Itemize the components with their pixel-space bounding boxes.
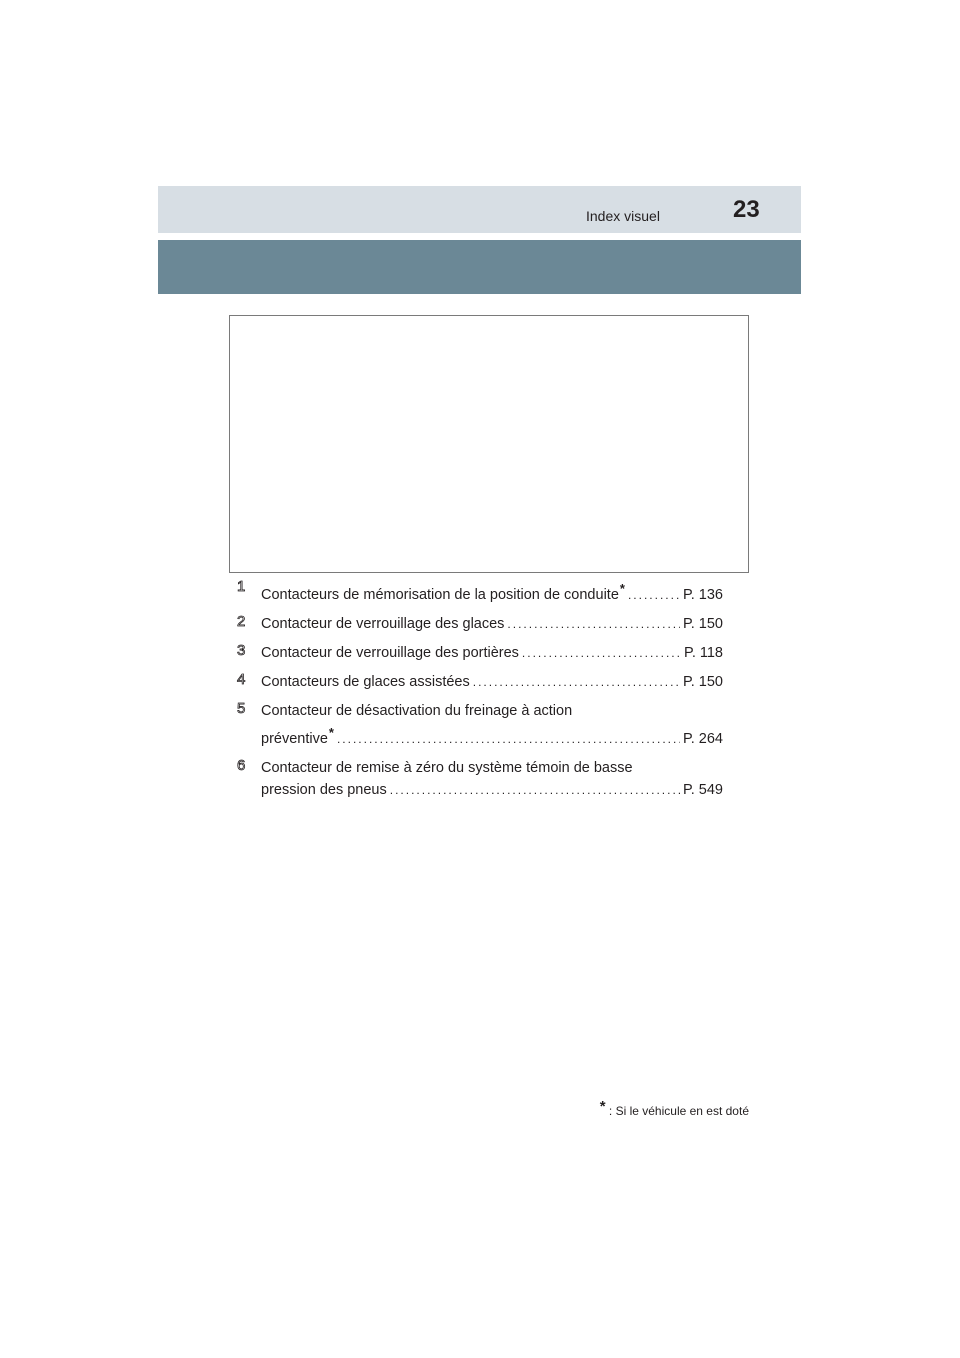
page-reference[interactable]: P. 150 [682,616,723,632]
list-item [237,642,723,664]
section-title: Index visuel [586,208,660,224]
leader-dots [473,671,680,693]
item-number: 3 [237,642,246,659]
item-label: préventive* [261,725,334,747]
illustration-frame [229,315,749,573]
item-number: 6 [237,757,246,774]
list-item [237,700,723,750]
switch-list [237,578,723,808]
asterisk-icon: * [619,581,625,596]
leader-dots [522,642,681,664]
page-reference[interactable]: P. 549 [682,782,723,798]
leader-dots [390,779,680,801]
list-item [237,613,723,635]
list-item [237,578,723,606]
leader-dots [507,613,680,635]
footnote [600,1098,749,1118]
page-reference[interactable]: P. 136 [682,587,723,603]
list-item [237,757,723,801]
item-number: 4 [237,671,246,688]
item-label: Contacteur de verrouillage des glaces [261,616,505,632]
asterisk-icon: * [599,1098,606,1115]
item-label-line1: Contacteur de remise à zéro du système témoin de basse [261,760,633,776]
leader-dots [628,584,680,606]
item-label: Contacteurs de mémorisation de la position de conduite* [261,581,625,603]
item-label: Contacteur de verrouillage des portières [261,645,519,661]
page-reference[interactable]: P. 118 [684,645,723,661]
asterisk-icon: * [328,725,334,740]
item-number: 5 [237,700,246,717]
page-reference[interactable]: P. 150 [682,674,723,690]
item-label-line1: Contacteur de désactivation du freinage à action [261,703,573,719]
item-number: 2 [237,613,246,630]
header-bar [158,186,801,233]
page-number: 23 [733,196,760,223]
footnote-text: : Si le véhicule en est doté [608,1104,749,1118]
item-number: 1 [237,578,246,595]
leader-dots [337,728,680,750]
title-band [158,240,801,294]
item-label: pression des pneus [261,782,387,798]
page-reference[interactable]: P. 264 [682,731,723,747]
item-label: Contacteurs de glaces assistées [261,674,470,690]
list-item [237,671,723,693]
